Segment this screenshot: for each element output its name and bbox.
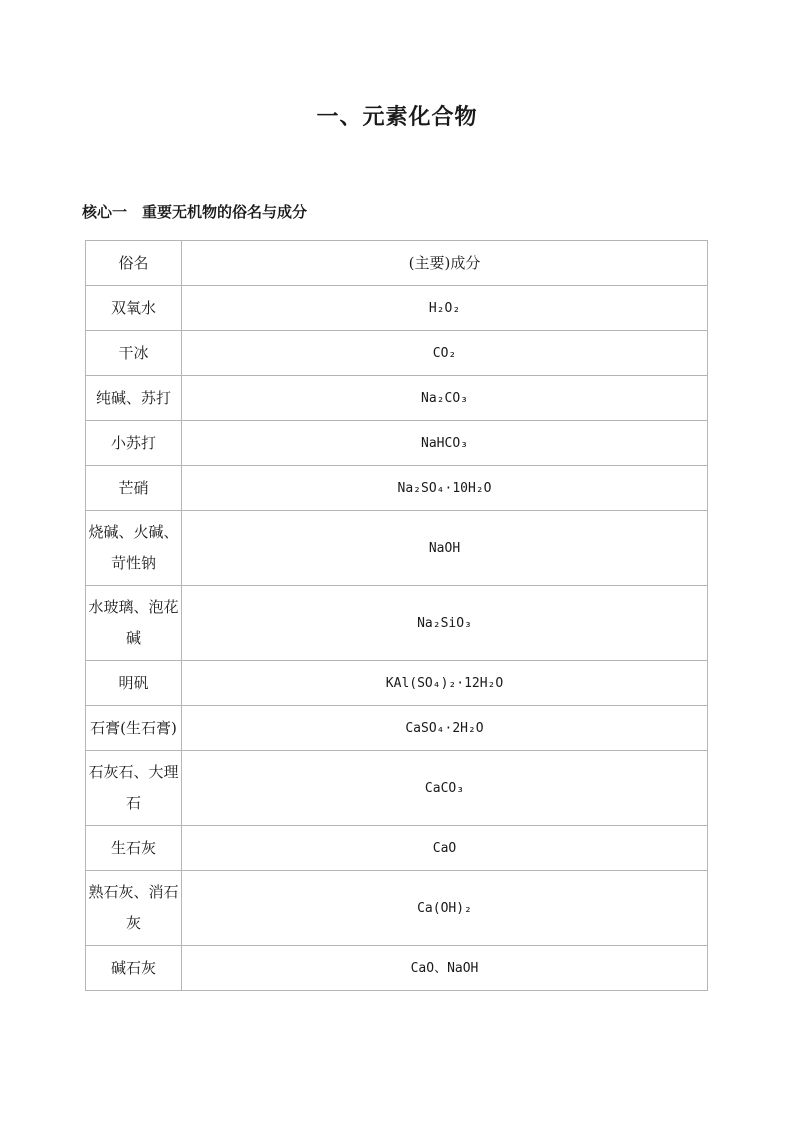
section-heading: 核心一 重要无机物的俗名与成分: [82, 203, 308, 221]
composition-cell: KAl(SO₄)₂·12H₂O: [182, 661, 708, 706]
table-header-row: [86, 241, 708, 286]
composition-table: [85, 240, 708, 991]
table-row: [86, 751, 708, 826]
composition-cell: NaHCO₃: [182, 421, 708, 466]
table-row: [86, 946, 708, 991]
common-name-cell: 熟石灰、消石灰: [86, 871, 182, 946]
table-row: [86, 661, 708, 706]
table-row: [86, 511, 708, 586]
table-body: [86, 241, 708, 991]
composition-cell: CO₂: [182, 331, 708, 376]
common-name-cell: 纯碱、苏打: [86, 376, 182, 421]
table-row: [86, 586, 708, 661]
common-name-cell: 碱石灰: [86, 946, 182, 991]
header-name: 俗名: [86, 241, 182, 286]
table-row: [86, 331, 708, 376]
composition-cell: NaOH: [182, 511, 708, 586]
composition-cell: CaSO₄·2H₂O: [182, 706, 708, 751]
common-name-cell: 芒硝: [86, 466, 182, 511]
composition-cell: Na₂SiO₃: [182, 586, 708, 661]
common-name-cell: 双氧水: [86, 286, 182, 331]
table-row: [86, 286, 708, 331]
common-name-cell: 石膏(生石膏): [86, 706, 182, 751]
header-composition: (主要)成分: [182, 241, 708, 286]
composition-cell: CaO: [182, 826, 708, 871]
composition-cell: H₂O₂: [182, 286, 708, 331]
table-row: [86, 706, 708, 751]
common-name-cell: 石灰石、大理石: [86, 751, 182, 826]
table-row: [86, 376, 708, 421]
common-name-cell: 小苏打: [86, 421, 182, 466]
common-name-cell: 生石灰: [86, 826, 182, 871]
table-row: [86, 871, 708, 946]
composition-cell: Ca(OH)₂: [182, 871, 708, 946]
table-row: [86, 826, 708, 871]
common-name-cell: 明矾: [86, 661, 182, 706]
composition-cell: CaO、NaOH: [182, 946, 708, 991]
table-row: [86, 466, 708, 511]
common-name-cell: 干冰: [86, 331, 182, 376]
composition-cell: CaCO₃: [182, 751, 708, 826]
composition-cell: Na₂SO₄·10H₂O: [182, 466, 708, 511]
page-title: 一、元素化合物: [316, 104, 478, 130]
common-name-cell: 水玻璃、泡花碱: [86, 586, 182, 661]
table-row: [86, 421, 708, 466]
common-name-cell: 烧碱、火碱、苛性钠: [86, 511, 182, 586]
composition-cell: Na₂CO₃: [182, 376, 708, 421]
